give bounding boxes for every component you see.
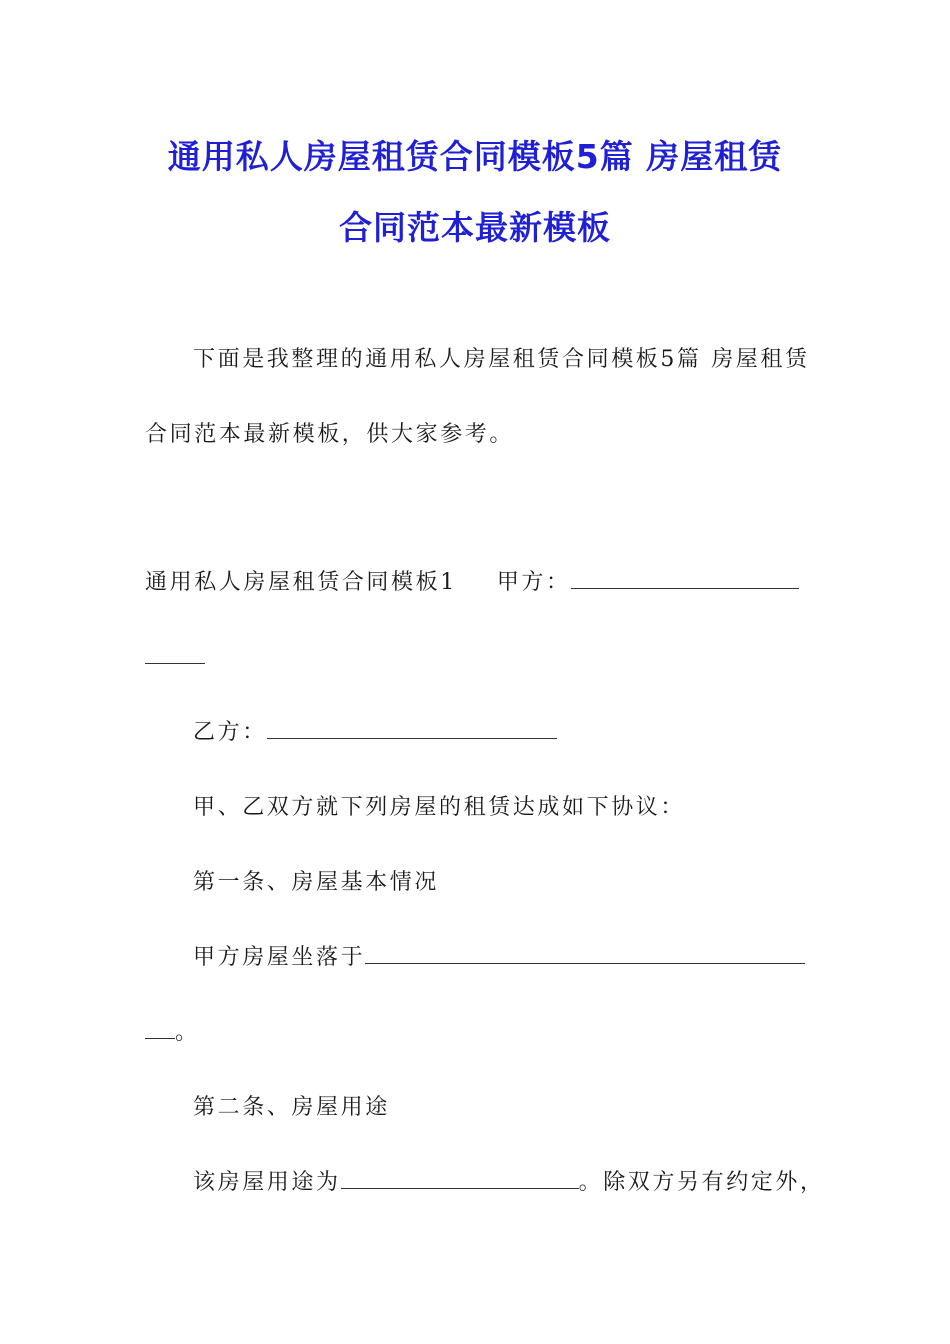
party-b-blank[interactable] [267, 718, 557, 739]
party-a-blank[interactable] [571, 568, 799, 589]
house-location-blank-continued[interactable] [145, 1018, 175, 1039]
party-b-row [193, 718, 557, 748]
intro-paragraph-line-1: 下面是我整理的通用私人房屋租赁合同模板5篇 房屋租赁 [193, 347, 810, 372]
article-1-location-row [193, 943, 805, 973]
agreement-statement: 甲、乙双方就下列房屋的租赁达成如下协议： [193, 795, 686, 820]
article-1-text: 甲方房屋坐落于 [193, 945, 366, 970]
article-2-text-start: 该房屋用途为 [193, 1170, 341, 1195]
house-usage-blank[interactable] [341, 1168, 579, 1189]
article-2-usage-row [193, 1168, 825, 1198]
article-1-location-row-continued [145, 1018, 200, 1048]
party-a-label: 甲方： [496, 570, 571, 595]
party-a-blank-continued[interactable] [145, 643, 205, 664]
intro-paragraph-line-2: 合同范本最新模板，供大家参考。 [145, 422, 515, 447]
party-b-label: 乙方： [193, 720, 267, 745]
document-title-line-1: 通用私人房屋租赁合同模板5篇 房屋租赁 [167, 137, 783, 176]
article-2-heading: 第二条、房屋用途 [193, 1095, 390, 1120]
house-location-blank[interactable] [365, 943, 805, 964]
party-a-blank-continued-row [145, 643, 205, 673]
article-1-heading: 第一条、房屋基本情况 [193, 870, 440, 895]
article-1-end: 。 [175, 1020, 200, 1045]
article-2-text-end: 。除双方另有约定外， [578, 1170, 825, 1195]
document-title-line-2: 合同范本最新模板 [339, 208, 611, 247]
section-1-heading-row [145, 568, 799, 598]
section-1-heading: 通用私人房屋租赁合同模板1 [145, 570, 457, 595]
